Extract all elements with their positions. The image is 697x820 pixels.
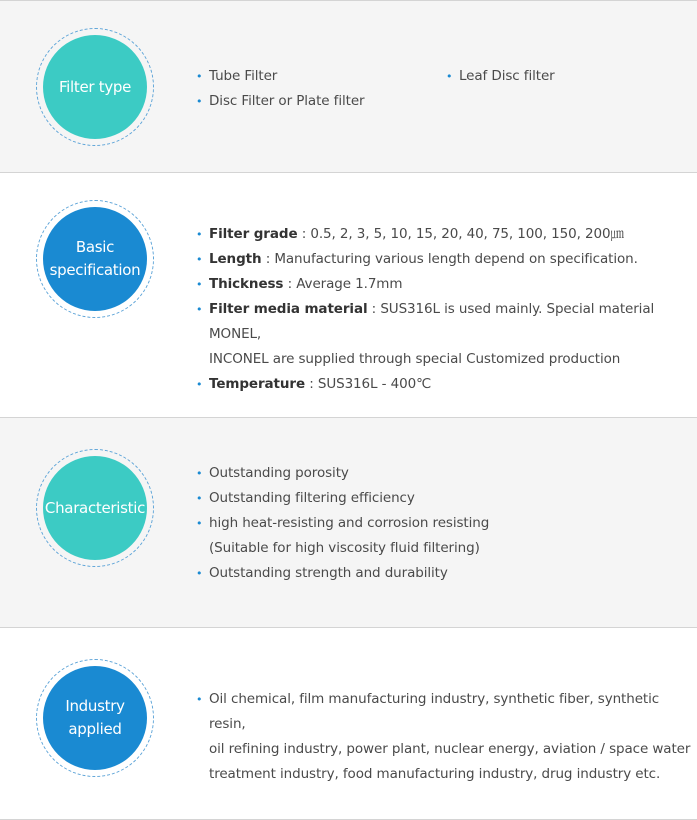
list-item: • Oil chemical, film manufacturing industry, synthetic fiber, synthetic resin, oil refining industry, power plant, nuclear energy, aviation / space water treatment industry, food manufacturing industry, drug industry etc.	[196, 687, 697, 787]
section-basic-specification	[0, 172, 697, 417]
characteristic-badge-ring	[36, 449, 154, 567]
industry-badge	[43, 666, 147, 770]
list-item: • Disc Filter or Plate filter	[196, 89, 364, 114]
filter-type-badge-ring	[36, 28, 154, 146]
section-industry-applied	[0, 627, 697, 820]
list-item: • Outstanding strength and durability	[196, 561, 489, 586]
list-item: • Filter media material : SUS316L is used mainly. Special material MONEL, INCONEL are supplied through special Customized production	[196, 297, 697, 372]
basic-spec-list	[196, 222, 697, 397]
list-item: • high heat-resisting and corrosion resisting (Suitable for high viscosity fluid filtering)	[196, 511, 489, 561]
filter-type-badge	[43, 35, 147, 139]
filter-type-list	[196, 64, 364, 114]
filter-type-title: Filter type	[58, 77, 132, 96]
industry-badge-ring	[36, 659, 154, 777]
section-filter-type	[0, 0, 697, 172]
section-characteristic	[0, 417, 697, 627]
list-item: • Outstanding porosity	[196, 461, 489, 486]
basic-spec-title: Basic specification	[49, 238, 141, 279]
list-item: • Leaf Disc filter	[446, 64, 555, 89]
industry-list	[196, 687, 697, 787]
list-item: • Outstanding filtering efficiency	[196, 486, 489, 511]
list-item: • Tube Filter	[196, 64, 364, 89]
filter-type-list-extra	[446, 64, 555, 89]
characteristic-badge	[43, 456, 147, 560]
basic-spec-badge-ring	[36, 200, 154, 318]
list-item: • Temperature : SUS316L - 400℃	[196, 372, 697, 397]
characteristic-list	[196, 461, 489, 586]
list-item: • Thickness : Average 1.7mm	[196, 272, 697, 297]
industry-title: Industry applied	[65, 697, 125, 738]
basic-spec-badge	[43, 207, 147, 311]
list-item: • Filter grade : 0.5, 2, 3, 5, 10, 15, 20, 40, 75, 100, 150, 200㎛	[196, 222, 697, 247]
characteristic-title: Characteristic	[44, 498, 146, 517]
list-item: • Length : Manufacturing various length depend on specification.	[196, 247, 697, 272]
